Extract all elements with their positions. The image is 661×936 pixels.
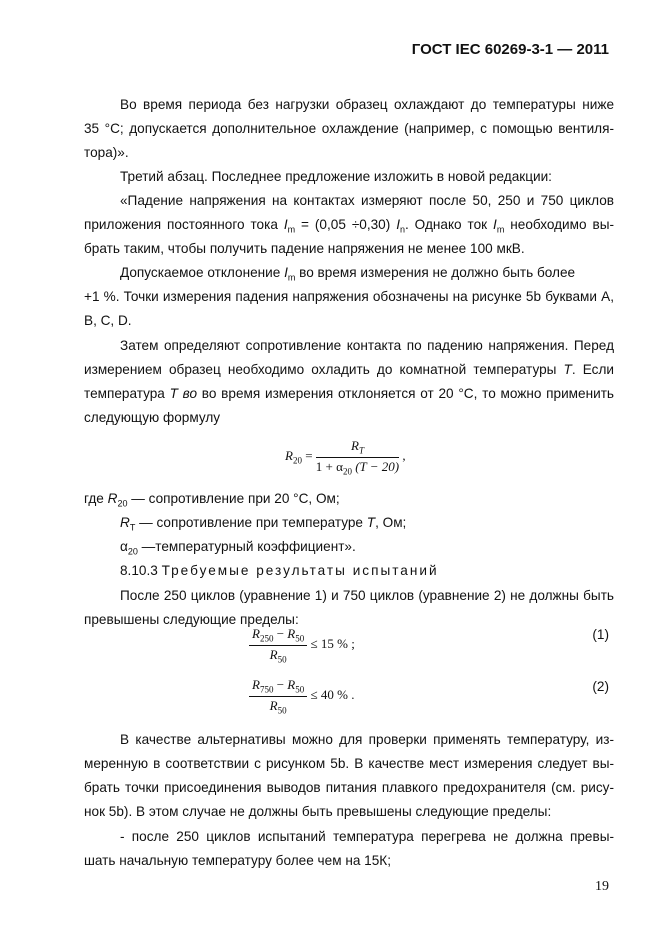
text-run: измерением образец необходимо охладить до комнатной температуры [84,362,564,377]
subscript: 750 [259,684,274,695]
text-line [84,382,614,407]
subscript: 20 [117,498,128,509]
fraction-numerator [316,438,399,458]
text-run: — сопротивление при 20 °С, Ом; [127,491,340,506]
text-line: Во время периода без нагрузки образец охлаждают до температуры ниже [120,97,614,112]
symbol-R: R [350,438,359,453]
subscript: n [399,224,405,235]
symbol-alpha: α [120,539,128,554]
subscript: T [129,522,136,533]
symbol-R: R [252,677,260,692]
symbol-I: I [493,217,497,232]
text-run: температура [84,386,170,401]
fraction-denominator [249,646,307,665]
formula-inequality: ≤ 15 % ; [307,636,355,652]
symbol-R: R [252,626,260,641]
text-line: «Падение напряжения на контактах измеряют после 50, 250 и 750 циклов [120,193,614,208]
symbol-T-vo: T во [169,386,198,401]
text-run: — сопротивление при температуре [135,515,367,530]
equation-number: (1) [592,627,609,642]
subscript: m [496,224,505,235]
text-line: В качестве альтернативы можно для проверки применять температуру, из- [120,732,614,747]
text-run: . Если [571,362,614,377]
subscript: 20 [127,546,138,557]
page-number: 19 [595,879,609,894]
symbol-R: R [120,515,130,530]
section-heading [84,559,614,584]
fraction-numerator [249,677,307,697]
subscript: 20 [342,466,352,477]
text-line: брать точки присоединения выводов питания плавкого предохранителя (см. рису- [84,780,614,795]
text-run: необходимо вы- [504,217,614,232]
text-line: шать начальную температуру более чем на 15К; [84,853,391,868]
subscript: 50 [295,633,305,644]
text-line: +1 %. Точки измерения падения напряжения обозначены на рисунке 5b буквами А, [84,289,614,304]
equation-number: (2) [592,679,609,694]
symbol-R: R [269,646,278,662]
subscript: 50 [277,705,287,716]
formula-equals: = [301,448,316,464]
section-title: Требуемые результаты испытаний [161,563,439,578]
subscript: m [287,272,296,283]
text-line: Третий абзац. Последнее предложение изложить в новой редакции: [120,169,552,184]
operator-minus: − [273,626,288,641]
text-run: приложения постоянного тока [84,217,284,232]
text-run: где [84,491,108,506]
symbol-T: T [366,515,376,530]
formula-inequality: ≤ 40 % . [307,687,355,703]
text-line: тора)». [84,145,129,160]
symbol-R: R [269,697,278,713]
subscript: 250 [259,633,274,644]
text-line: Затем определяют сопротивление контакта по падению напряжения. Перед [120,338,614,353]
symbol-R: R [287,626,296,641]
text-run: во время измерения отклоняется от 20 °С, то можно применить [197,386,615,401]
text-run: Допускаемое отклонение [120,265,285,280]
text-run: —температурный коэффициент». [137,539,356,554]
operator-minus: − [273,677,288,692]
formula-fraction [249,677,307,715]
equation-1 [249,626,355,664]
text-line: В, С, D. [84,313,132,328]
text-line: брать таким, чтобы получить падение напряжения не менее 100 мкВ. [84,241,525,256]
text-line: превышены следующие пределы: [84,612,299,627]
text-run: . Однако ток [404,217,494,232]
subscript: T [358,445,364,456]
text-line: 35 °С; допускается дополнительное охлаждение (например, с помощью вентиля- [84,121,614,136]
symbol-I: I [284,265,288,280]
fraction-numerator [249,626,307,646]
text-line: меренную в соответствии с рисунком 5b. В качестве мест измерения следует вы- [84,756,614,771]
formula-fraction [249,626,307,664]
text-line: следующую формулу [84,410,221,425]
text-run: во время измерения не должно быть более [295,265,576,280]
symbol-T: T [563,362,572,377]
text-line: нок 5b). В этом случае не должны быть превышены следующие пределы: [84,804,552,819]
fraction-denominator [249,697,307,716]
formula-R20 [285,438,406,476]
fraction-denominator [316,458,399,477]
text-run: , Ом; [375,515,407,530]
subscript: 50 [277,654,287,665]
text-run: = (0,05 ÷0,30) [295,217,397,232]
text-line: - после 250 циклов испытаний температура перегрева не должна превы- [120,829,614,844]
section-number: 8.10.3 [120,563,162,578]
formula-fraction [316,438,399,476]
text-line: После 250 циклов (уравнение 1) и 750 циклов (уравнение 2) не должны быть [120,588,614,603]
symbol-R: R [107,491,118,506]
subscript: m [287,224,296,235]
formula-tail: , [399,448,406,464]
symbol-R: R [285,448,293,464]
document-header: ГОСТ IEC 60269-3-1 — 2011 [411,41,609,58]
subscript: 50 [295,684,305,695]
symbol-I: I [283,217,288,232]
symbol-R: R [287,677,296,692]
symbol-I: I [396,217,400,232]
text-line [84,358,614,383]
text-run: 1 + α [315,458,343,474]
equation-2 [249,677,354,715]
subscript: 20 [292,455,302,466]
text-run: (T − 20) [351,458,400,474]
